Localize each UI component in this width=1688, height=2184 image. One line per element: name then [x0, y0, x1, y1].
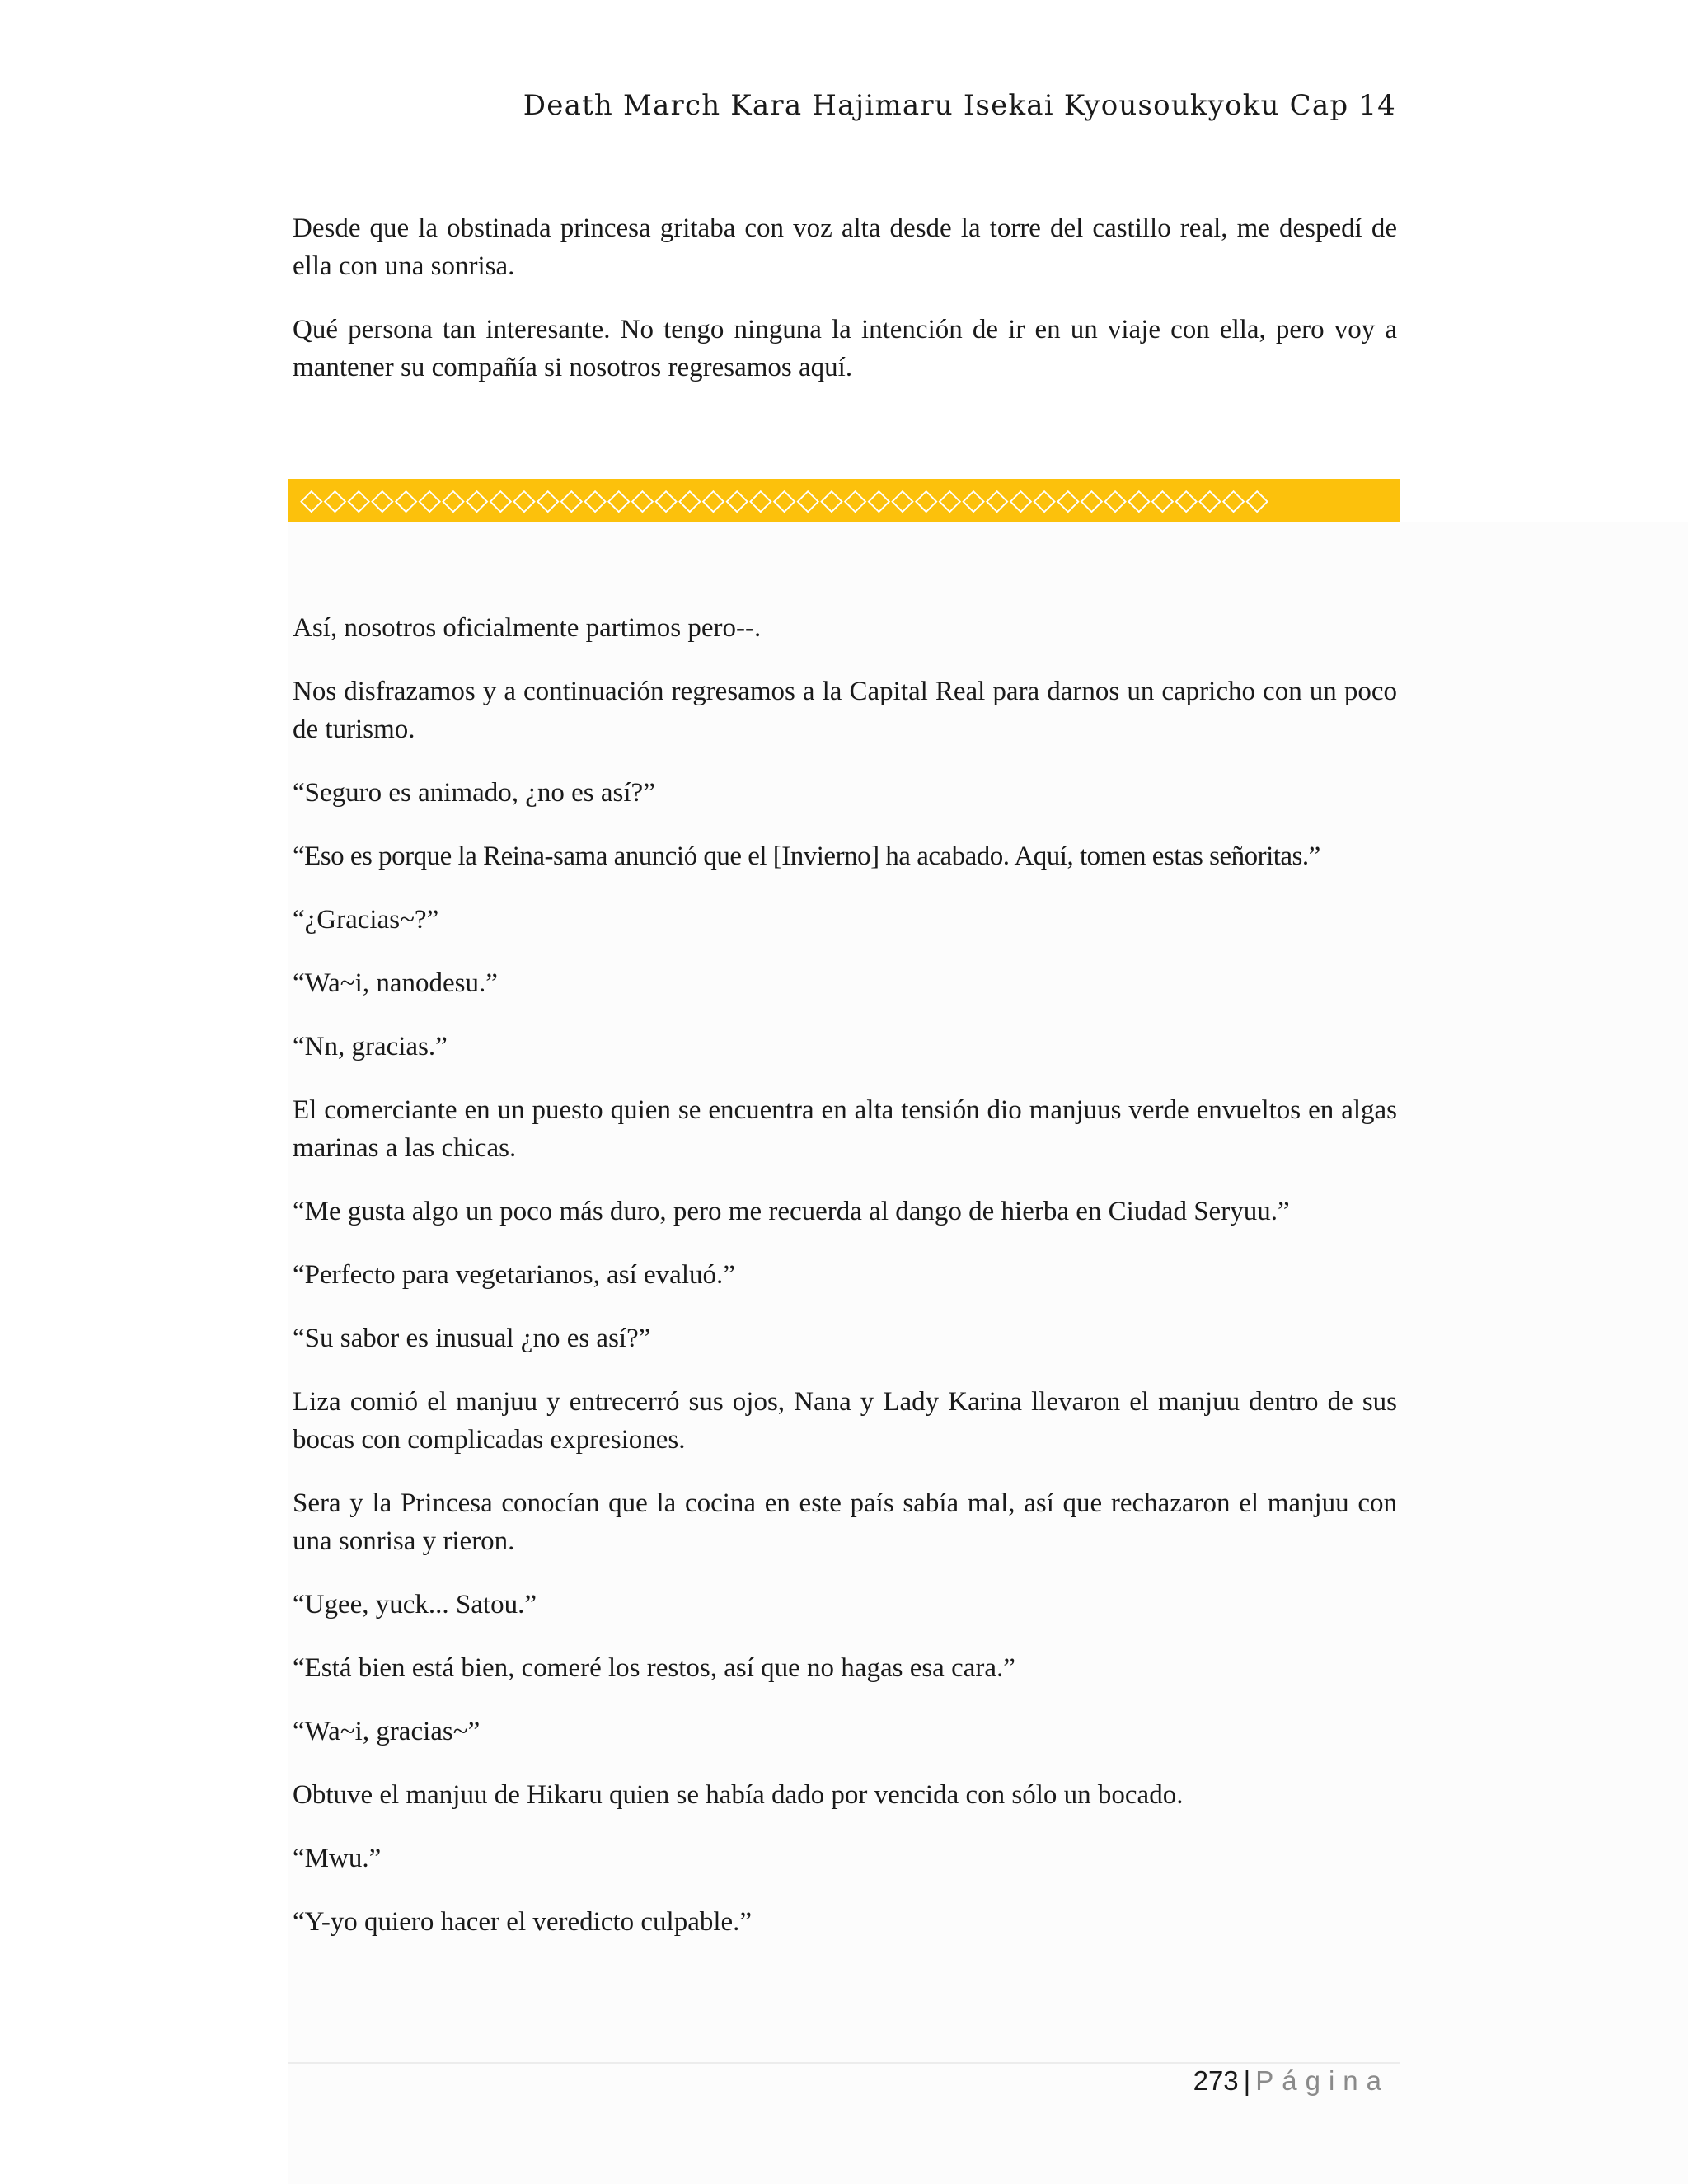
paragraph: “Está bien está bien, comeré los restos, así que no hagas esa cara.”: [293, 1653, 1015, 1683]
paragraph: “Seguro es animado, ¿no es así?”: [293, 778, 655, 808]
diamond-ornament-row: ◇◇◇◇◇◇◇◇◇◇◇◇◇◇◇◇◇◇◇◇◇◇◇◇◇◇◇◇◇◇◇◇◇◇◇◇◇◇◇◇◇: [300, 483, 1270, 517]
paragraph: “Mwu.”: [293, 1844, 382, 1873]
section-top: [293, 209, 1397, 412]
section-divider: [288, 479, 1400, 522]
paragraph: “Su sabor es inusual ¿no es así?”: [293, 1324, 651, 1353]
running-header: Death March Kara Hajimaru Isekai Kyousoukyoku Cap 14: [523, 89, 1396, 122]
paragraph: “Me gusta algo un poco más duro, pero me recuerda al dango de hierba en Ciudad Seryuu.”: [293, 1197, 1290, 1226]
paragraph: “Eso es porque la Reina-sama anunció que el [Invierno] ha acabado. Aquí, tomen estas señoritas.”: [293, 841, 1320, 871]
paragraph: “¿Gracias~?”: [293, 905, 439, 935]
section-bottom: [293, 609, 1397, 1966]
paragraph: “Ugee, yuck... Satou.”: [293, 1590, 537, 1619]
paragraph: “Wa~i, gracias~”: [293, 1717, 481, 1746]
paragraph: Nos disfrazamos y a continuación regresamos a la Capital Real para darnos un capricho con un poco de turismo.: [293, 677, 1397, 744]
paragraph: Sera y la Princesa conocían que la cocina en este país sabía mal, así que rechazaron el manjuu con una sonrisa y rieron.: [293, 1488, 1397, 1556]
footer-separator: |: [1243, 2065, 1251, 2096]
paragraph: El comerciante en un puesto quien se encuentra en alta tensión dio manjuus verde envueltos en algas marinas a las chicas.: [293, 1095, 1397, 1163]
paragraph: Así, nosotros oficialmente partimos pero--.: [293, 613, 762, 643]
paragraph: “Y-yo quiero hacer el veredicto culpable.”: [293, 1907, 753, 1937]
paragraph: Obtuve el manjuu de Hikaru quien se había dado por vencida con sólo un bocado.: [293, 1780, 1184, 1810]
paragraph: “Wa~i, nanodesu.”: [293, 968, 498, 998]
paragraph: Qué persona tan interesante. No tengo ninguna la intención de ir en un viaje con ella, pero voy a mantener su compañía si nosotros regresamos aquí.: [293, 315, 1397, 382]
footer-rule: [288, 2062, 1400, 2064]
page-number: 273: [1193, 2065, 1239, 2096]
page-word: Página: [1255, 2065, 1390, 2096]
paragraph: Desde que la obstinada princesa gritaba con voz alta desde la torre del castillo real, me despedí de ella con una sonrisa.: [293, 213, 1397, 281]
paragraph: “Perfecto para vegetarianos, así evaluó.”: [293, 1260, 735, 1290]
page-footer: [1193, 2065, 1390, 2097]
paragraph: Liza comió el manjuu y entrecerró sus ojos, Nana y Lady Karina llevaron el manjuu dentro de sus bocas con complicadas expresiones.: [293, 1387, 1397, 1455]
paragraph: “Nn, gracias.”: [293, 1032, 448, 1062]
